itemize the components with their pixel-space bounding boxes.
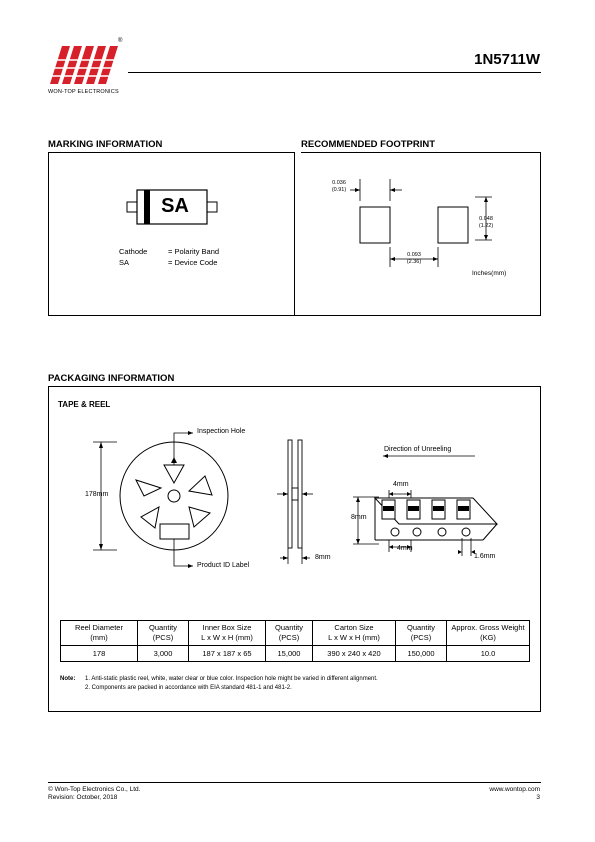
inspection-hole-label: Inspection Hole — [197, 428, 246, 435]
cell-carton-size: 390 x 240 x 420 — [313, 646, 396, 662]
registered-mark: ® — [118, 38, 123, 44]
carrier-tape-diagram — [345, 440, 505, 570]
legend-term-cathode: Cathode — [119, 247, 148, 256]
col-quantity-carton: Quantity (PCS) — [396, 621, 447, 646]
col-quantity-reel: Quantity (PCS) — [138, 621, 189, 646]
reel-diameter-label: 178mm — [85, 491, 109, 498]
table-row — [61, 646, 530, 662]
dim-gap-mm: (2.36) — [406, 259, 422, 265]
reel-width-label: 8mm — [315, 554, 331, 561]
marking-box — [48, 152, 295, 316]
dim-height-mm: (1.22) — [478, 223, 494, 229]
footprint-title: RECOMMENDED FOOTPRINT — [301, 139, 436, 150]
note-2: 2. Components are packed in accordance with EIA standard 481-1 and 481-2. — [85, 685, 292, 691]
footer-website[interactable]: www.wontop.com — [489, 786, 540, 793]
right-lead — [207, 202, 217, 212]
reel-side-diagram — [276, 438, 316, 568]
side-hub — [292, 488, 298, 500]
unreeling-label: Direction of Unreeling — [384, 446, 452, 453]
reel-front-diagram — [85, 425, 265, 570]
tape-width-label: 8mm — [351, 514, 367, 521]
dim-height-in: 0.048 — [479, 216, 493, 222]
device-code-text: SA — [161, 195, 189, 217]
col-reel-diameter: Reel Diameter (mm) — [61, 621, 138, 646]
footer-page-number: 3 — [536, 794, 540, 801]
cell-quantity-reel: 3,000 — [138, 646, 189, 662]
footprint-units: Inches(mm) — [472, 270, 507, 277]
header-rule — [128, 72, 541, 73]
left-pad — [360, 207, 390, 243]
reel-hub — [168, 490, 180, 502]
sprocket-hole-4 — [462, 528, 470, 536]
legend-desc-polarity: = Polarity Band — [168, 247, 220, 256]
dim-width-in: 0.036 — [332, 180, 346, 186]
col-carton-size: Carton Size L x W x H (mm) — [313, 621, 396, 646]
note-1: 1. Anti-static plastic reel, white, water clear or blue color. Inspection hole might be varied in different alignment. — [85, 676, 378, 682]
col-inner-box-size: Inner Box Size L x W x H (mm) — [189, 621, 266, 646]
sprocket-hole-2 — [413, 528, 421, 536]
tape-pitch-bottom-label: 4mm — [397, 545, 413, 552]
footer-revision: Revision: October, 2018 — [48, 794, 118, 801]
col-gross-weight: Approx. Gross Weight (KG) — [447, 621, 530, 646]
cell-quantity-inner: 15,000 — [266, 646, 313, 662]
cell-gross-weight: 10.0 — [447, 646, 530, 662]
dim-width-mm: (0.91) — [331, 187, 347, 193]
legend-desc-device-code: = Device Code — [168, 258, 218, 267]
tape-pitch-top-label: 4mm — [393, 481, 409, 488]
cell-quantity-carton: 150,000 — [396, 646, 447, 662]
product-id-label-text: Product ID Label — [197, 562, 250, 569]
legend-term-sa: SA — [119, 258, 130, 267]
marking-title: MARKING INFORMATION — [48, 139, 163, 150]
left-lead — [127, 202, 137, 212]
packaging-table — [60, 620, 530, 662]
dim-gap-in: 0.093 — [407, 252, 421, 258]
table-header-row — [61, 621, 530, 646]
sprocket-hole-1 — [391, 528, 399, 536]
col-quantity-inner: Quantity (PCS) — [266, 621, 313, 646]
tape-reel-subtitle: TAPE & REEL — [58, 400, 111, 409]
cell-inner-box-size: 187 x 187 x 65 — [189, 646, 266, 662]
footer-copyright: © Won-Top Electronics Co., Ltd. — [48, 786, 141, 793]
company-logo — [48, 38, 124, 88]
note-label: Note: — [60, 676, 76, 682]
product-id-label-box — [160, 524, 189, 539]
tape-hole-label: 1.6mm — [474, 553, 496, 560]
right-pad — [438, 207, 468, 243]
cell-reel-diameter: 178 — [61, 646, 138, 662]
footer-rule — [48, 782, 541, 783]
part-number: 1N5711W — [474, 51, 540, 68]
sprocket-hole-3 — [438, 528, 446, 536]
packaging-title: PACKAGING INFORMATION — [48, 373, 175, 384]
side-flange-right — [298, 440, 302, 548]
side-flange-left — [288, 440, 292, 548]
company-name: WON-TOP ELECTRONICS — [48, 89, 119, 95]
